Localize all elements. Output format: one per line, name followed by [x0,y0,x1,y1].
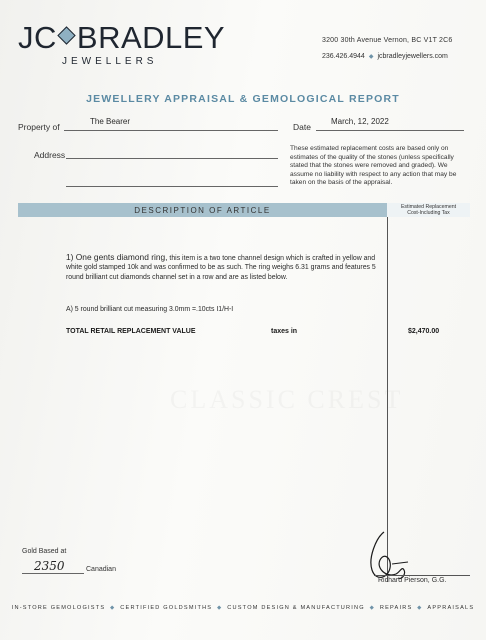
date-value: March, 12, 2022 [331,117,389,126]
company-address: 3200 30th Avenue Vernon, BC V1T 2C6 [322,37,453,44]
date-line [316,130,464,131]
diamond-bullet-icon: ◆ [107,605,119,611]
date-label: Date [293,122,311,132]
diamond-bullet-icon: ◆ [214,605,226,611]
description-header: DESCRIPTION OF ARTICLE [134,206,271,215]
total-value: $2,470.00 [408,328,440,335]
gold-value: 2350 [34,559,65,573]
taxes-label: taxes in [271,328,298,335]
property-value: The Bearer [90,117,131,126]
diamond-bullet-icon: ◆ [368,54,374,60]
company-phone: 236.426.4944 [322,53,365,60]
gold-line [22,573,84,574]
article-item-a: A) 5 round brilliant cut measuring 3.0mm =.10cts I1/H-I [66,306,234,313]
brand-subtitle: JEWELLERS [62,56,158,67]
address-line-1 [66,158,278,159]
diamond-icon [57,26,75,44]
address-line-2 [66,186,278,187]
company-website: jcbradleyjewellers.com [377,53,448,60]
total-label: TOTAL RETAIL REPLACEMENT VALUE [66,328,196,335]
gold-currency: Canadian [86,566,116,573]
property-line [64,130,278,131]
address-label: Address [34,150,66,160]
signature-line [374,575,470,576]
diamond-bullet-icon: ◆ [366,605,378,611]
company-contact [322,53,448,60]
brand-logo: JC BRADLEY [18,20,226,55]
property-label: Property of [18,122,60,132]
cost-header: Estimated Replacement Cost-Including Tax [387,203,470,217]
report-title: JEWELLERY APPRAISAL & GEMOLOGICAL REPORT [86,93,400,105]
description-header-bar [18,203,470,217]
signer-name: Richard Pierson, G.G. [378,577,447,584]
gold-based-label: Gold Based at [22,548,67,555]
footer-services: IN-STORE GEMOLOGISTS ◆ CERTIFIED GOLDSMITHS ◆ CUSTOM DESIGN & MANUFACTURING ◆ REPAIRS ◆ APPRAISALS [11,605,475,611]
watermark: CLASSIC CREST [170,385,404,414]
diamond-bullet-icon: ◆ [414,605,426,611]
article-description: 1) One gents diamond ring, this item is a two tone channel design which is crafted in yellow and white gold stamped 10k and was confirmed to be as such. The ring weighs 6.31 grams and features 5 round brilliant cut diamonds channel set in a row and are as listed below. [66,252,376,281]
disclaimer-text: These estimated replacement costs are based only on estimates of the quality of the stones (unless specifically stated that the stones were removed and graded). We assume no liability with respect to any action that may be taken on the basis of the appraisal. [290,145,457,187]
